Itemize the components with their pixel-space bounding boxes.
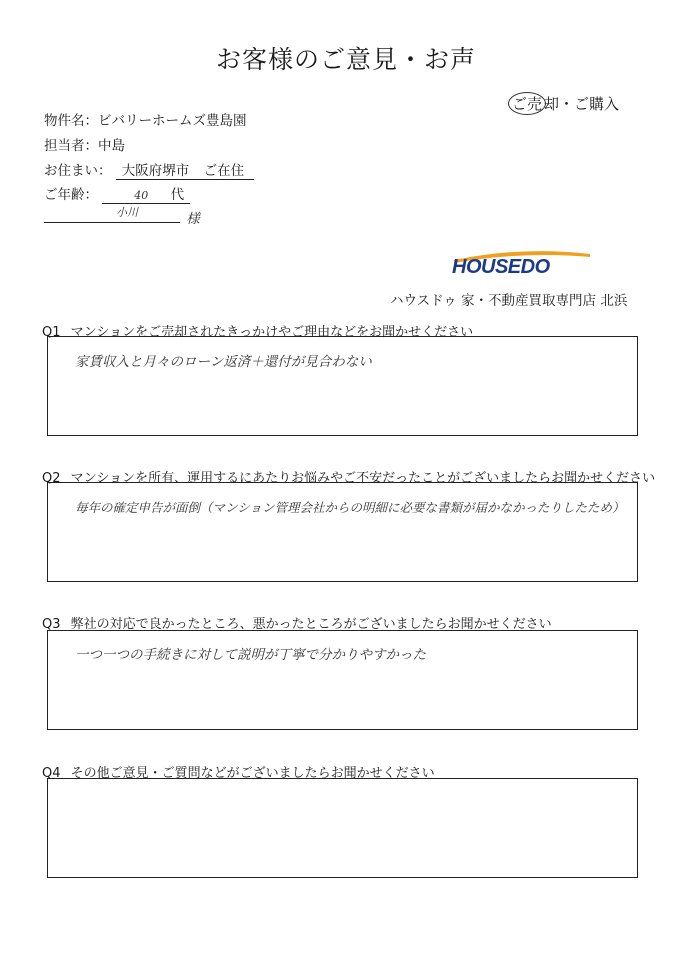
company-name: ハウスドゥ 家・不動産買取専門店 北浜 bbox=[390, 293, 628, 309]
age-value: 40 bbox=[134, 189, 149, 202]
question-1-label: Q1 bbox=[42, 325, 61, 340]
answer-box-4 bbox=[47, 778, 638, 878]
question-1-text: マンションをご売却されたきっかけやご理由などをお聞かせください bbox=[70, 325, 474, 340]
staff-label: 担当者： bbox=[44, 138, 98, 154]
question-3-label: Q3 bbox=[42, 617, 61, 632]
answer-3: 一つ一つの手続きに対して説明が丁寧で分かりやすかった bbox=[75, 647, 426, 663]
answer-1: 家賃収入と月々のローン返済＋還付が見合わない bbox=[75, 354, 372, 370]
housedo-logo bbox=[452, 246, 592, 276]
age-line bbox=[44, 183, 190, 204]
address-value: 大阪府堺市 bbox=[121, 163, 190, 179]
answer-2: 毎年の確定申告が面倒（マンション管理会社からの明細に必要な書類が届かなかったりしたため） bbox=[75, 500, 625, 515]
customer-name-line bbox=[44, 205, 200, 227]
customer-name-suffix: 様 bbox=[186, 211, 200, 227]
transaction-type bbox=[508, 92, 619, 115]
page-title: お客様のご意見・お声 bbox=[215, 45, 476, 74]
address-suffix: ご在住 bbox=[203, 163, 245, 179]
property-name: ビバリーホームズ豊島園 bbox=[98, 113, 247, 129]
staff-name: 中島 bbox=[98, 138, 125, 154]
question-4-label: Q4 bbox=[42, 766, 61, 781]
question-2-text: マンションを所有、運用するにあたりお悩みやご不安だったことがございましたらお聞かせください bbox=[70, 471, 656, 486]
question-4-text: その他ご意見・ご質問などがございましたらお聞かせください bbox=[70, 766, 435, 781]
staff-line bbox=[44, 134, 125, 154]
transaction-rest: 却・ご購入 bbox=[544, 95, 620, 113]
address-label: お住まい： bbox=[44, 163, 112, 179]
customer-name: 小川 bbox=[116, 206, 138, 219]
logo-text: HOUSEDO bbox=[452, 256, 550, 276]
property-line bbox=[44, 109, 247, 129]
address-line bbox=[44, 159, 254, 180]
property-label: 物件名： bbox=[44, 113, 98, 129]
transaction-selected: ご売 bbox=[508, 92, 546, 115]
question-2-label: Q2 bbox=[42, 471, 61, 486]
answer-box-2 bbox=[47, 482, 638, 582]
question-3-text: 弊社の対応で良かったところ、悪かったところがございましたらお聞かせください bbox=[70, 617, 552, 632]
age-label: ご年齢： bbox=[44, 187, 98, 203]
age-suffix: 代 bbox=[170, 187, 185, 203]
